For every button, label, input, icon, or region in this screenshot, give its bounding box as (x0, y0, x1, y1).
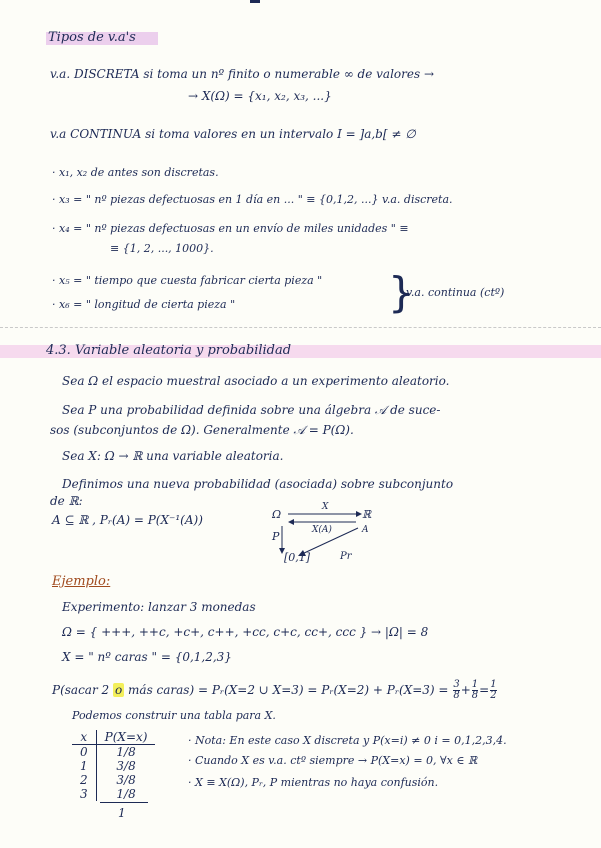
probability-text-1: Sea P una probabilidad definida sobre una álgebra 𝒜 de suce- (62, 403, 441, 417)
section-title: 4.3. Variable aleatoria y probabilidad (46, 343, 292, 358)
probability-text-2: sos (subconjuntos de Ω). Generalmente 𝒜 = P(Ω). (50, 423, 354, 437)
note-continuous: · Cuando X es v.a. ctº siempre → P(X=x) = 0, ∀x ∈ ℝ (188, 754, 478, 767)
brace-symbol: } (388, 268, 415, 317)
example-x1-x2: · x₁, x₂ de antes son discretas. (52, 166, 219, 179)
table-header-p: P(X=x) (96, 730, 155, 745)
table-header-x: x (72, 730, 96, 745)
example-x4: · x₄ = " nº piezas defectuosas en un envío de miles unidades " ≡ (52, 222, 409, 235)
table-sum-line (100, 802, 148, 803)
calc-suffix: más caras) = Pᵣ(X=2 ∪ X=3) = Pᵣ(X=2) + Pᵣ(X=3) = (128, 683, 449, 697)
definition-text-2: de ℝ: (50, 494, 83, 508)
definition-text-1: Definimos una nueva probabilidad (asociada) sobre subconjunto (62, 477, 454, 491)
probability-table (72, 730, 155, 801)
page-title: Tipos de v.a's (48, 30, 136, 45)
discrete-definition: v.a. DISCRETA si toma un nº finito o numerable ∞ de valores → (50, 67, 435, 81)
table-row: 0 1/8 (72, 745, 155, 760)
example-x4-values: ≡ {1, 2, ..., 1000}. (110, 242, 214, 255)
continuous-definition: v.a CONTINUA si toma valores en un intervalo I = ]a,b[ ≠ ∅ (50, 127, 416, 141)
diagram-omega: Ω (272, 508, 282, 521)
table-intro: Podemos construir una tabla para X. (72, 709, 276, 722)
calc-prefix: P(sacar 2 (52, 683, 110, 697)
fraction-one-half: $\frac{1}{2}$ (490, 679, 497, 701)
diagram-x-bottom: X(A) (312, 525, 332, 535)
fraction-one-eighth: $\frac{1}{8}$ (471, 679, 479, 701)
probability-formula: A ⊆ ℝ , Pᵣ(A) = P(X⁻¹(A)) (52, 513, 203, 527)
diagram-pr: Pr (340, 551, 352, 562)
continuous-note: v.a. continua (ctº) (406, 286, 505, 299)
table-header-row (72, 730, 155, 745)
note-discrete: · Nota: En este caso X discreta y P(x=i) ≠ 0 i = 0,1,2,3,4. (188, 734, 507, 747)
calc-o-highlight: o (114, 683, 123, 697)
example-heading: Ejemplo: (52, 574, 111, 589)
table-row: 2 3/8 (72, 773, 155, 787)
table-row: 1 3/8 (72, 759, 155, 773)
table-row: 3 1/8 (72, 787, 155, 801)
section-divider (0, 327, 601, 328)
x-definition: X = " nº caras " = {0,1,2,3} (62, 650, 232, 664)
diagram-p: P (272, 530, 280, 543)
probability-calculation: P(sacar 2 o más caras) = Pᵣ(X=2 ∪ X=3) = Pᵣ(X=2) + Pᵣ(X=3) = $\frac{3}{8}$ + $\frac{1}{8}$ = $\frac{1}{2}$ (52, 679, 497, 701)
experiment-text: Experimento: lanzar 3 monedas (62, 600, 256, 614)
random-variable-text: Sea X: Ω → ℝ una variable aleatoria. (62, 449, 284, 463)
discrete-values: → X(Ω) = {x₁, x₂, x₃, ...} (188, 89, 332, 103)
fraction-three-eighths: $\frac{3}{8}$ (453, 679, 460, 701)
top-edge-mark (250, 0, 260, 3)
diagram-a: A (362, 525, 369, 535)
example-x6: · x₆ = " longitud de cierta pieza " (52, 298, 236, 311)
diagram-interval: [0,1] (284, 551, 311, 564)
table-total: 1 (118, 806, 126, 820)
note-notation: · X ≡ X(Ω), Pᵣ, P mientras no haya confusión. (188, 776, 439, 789)
sample-space-text: Sea Ω el espacio muestral asociado a un experimento aleatorio. (62, 374, 450, 388)
omega-set: Ω = { +++, ++c, +c+, c++, +cc, c+c, cc+, ccc } → |Ω| = 8 (62, 625, 429, 639)
diagram-r: ℝ (362, 508, 372, 521)
example-x3: · x₃ = " nº piezas defectuosas en 1 día en ... " ≡ {0,1,2, ...} v.a. discreta. (52, 193, 453, 206)
example-x5: · x₅ = " tiempo que cuesta fabricar cierta pieza " (52, 274, 323, 287)
diagram-x-top: X (322, 502, 329, 512)
